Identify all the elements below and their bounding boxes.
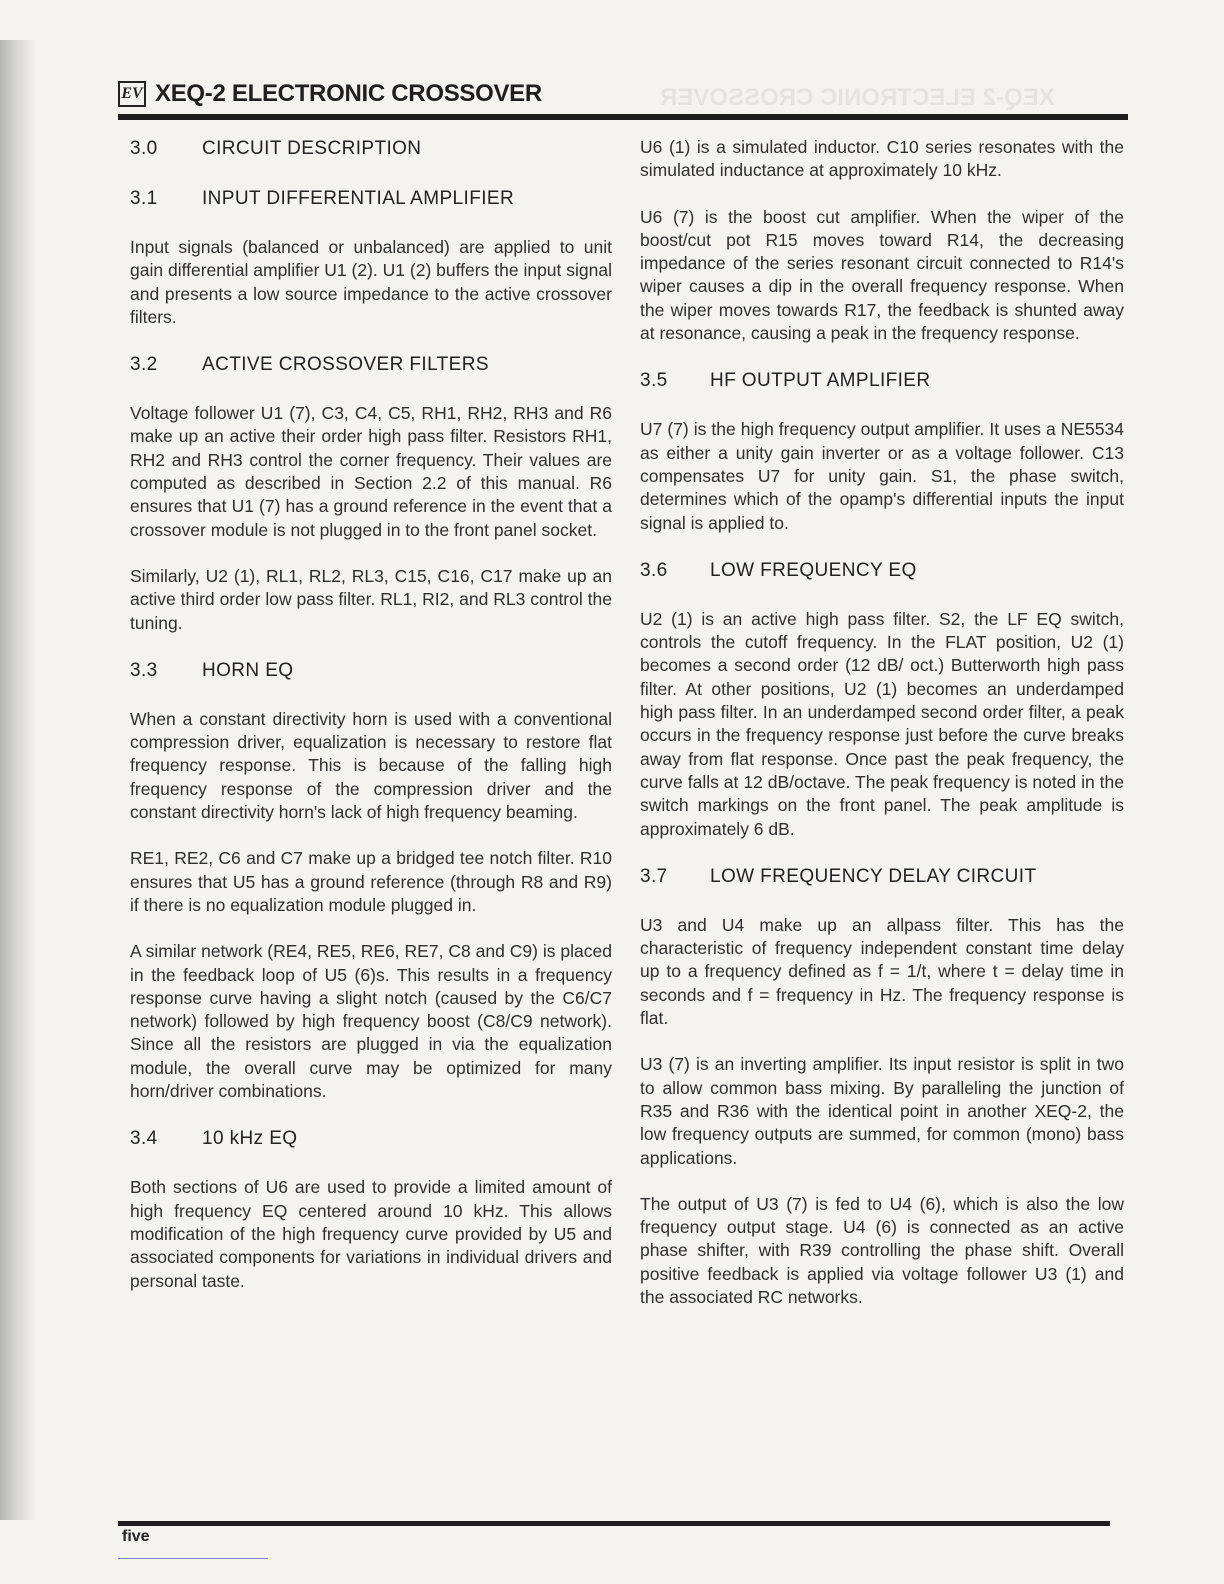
paragraph: U6 (7) is the boost cut amplifier. When the wiper of the boost/cut pot R15 moves toward R14, the decreasing impedance of the series resonant circuit connected to R14's wiper causes a dip in the overall frequency response. When the wiper moves towards R17, the feedback is shunted away at resonance, causing a peak in the frequency response. [640,206,1124,344]
page-number: five [122,1528,150,1545]
section-number: 3.2 [130,354,158,376]
section-number: 3.4 [130,1128,158,1150]
section-number: 3.3 [130,659,158,681]
ev-logo-icon: EV [118,81,146,107]
section-title: LOW FREQUENCY DELAY CIRCUIT [710,865,1037,887]
bleed-through-title: XEQ-2 ELECTRONIC CROSSOVER [660,84,1055,111]
paragraph: U3 (7) is an inverting amplifier. Its input resistor is split in two to allow common bass mixing. By paralleling the junction of R35 and R36 with the identical point in another XEQ-2, the low frequency outputs are summed, for common (mono) bass applications. [640,1054,1124,1168]
paragraph: The output of U3 (7) is fed to U4 (6), which is also the low frequency output stage. U4 (6) is connected as an active phase shifter, with R39 controlling the phase shift. Overall positive feedback is applied via voltage follower U3 (1) and the associated RC networks. [640,1193,1124,1307]
section-title: ACTIVE CROSSOVER FILTERS [202,354,489,376]
section-heading-3-3 [130,658,612,684]
section-title: 10 kHz EQ [202,1128,298,1150]
section-title: LOW FREQUENCY EQ [710,559,917,581]
footer-divider [118,1521,1110,1526]
paragraph: Similarly, U2 (1), RL1, RL2, RL3, C15, C16, C17 make up an active third order low pass filter. RL1, RI2, and RL3 control the tuning. [130,565,612,633]
paragraph: U2 (1) is an active high pass filter. S2, the LF EQ switch, controls the cutoff frequency. In the FLAT position, U2 (1) becomes a second order (12 dB/ oct.) Butterworth high pass filter. At other positions, U2 (1) becomes an underdamped high pass filter. In an underdamped second order filter, a peak occurs in the frequency response just before the curve breaks away from flat response. Once past the peak frequency, the curve falls at 12 dB/octave. The peak frequency is noted in the switch markings on the front panel. The peak amplitude is approximately 6 dB. [640,608,1124,839]
section-heading-3-0 [130,136,612,162]
section-heading-3-4 [130,1126,612,1152]
paragraph: U3 and U4 make up an allpass filter. This has the characteristic of frequency independent constant time delay up to a frequency defined as f = 1/t, where t = delay time in seconds and f = frequency in Hz. The frequency response is flat. [640,914,1124,1029]
section-heading-3-1 [130,186,612,212]
paragraph: U7 (7) is the high frequency output amplifier. It uses a NE5534 as either a unity gain inverter or as a voltage follower. C13 compensates U7 for unity gain. S1, the phase switch, determines which of the opamp's differential inputs the input signal is applied to. [640,419,1124,533]
paragraph: A similar network (RE4, RE5, RE6, RE7, C8 and C9) is placed in the feedback loop of U5 (6)s. This results in a frequency response curve having a slight notch (caused by the C6/C7 network) followed by high frequency boost (C8/C9 network). Since all the resistors are plugged in via the equalization module, the overall curve may be optimized for many horn/driver combinations. [130,941,612,1102]
section-heading-3-7 [640,864,1124,890]
scan-artifact-line [118,1558,268,1559]
section-heading-3-6 [640,558,1124,584]
document-title: XEQ-2 ELECTRONIC CROSSOVER [155,80,542,107]
section-number: 3.0 [130,138,158,159]
section-heading-3-2 [130,352,612,378]
section-title: HF OUTPUT AMPLIFIER [710,370,931,392]
paragraph: U6 (1) is a simulated inductor. C10 series resonates with the simulated inductance at approximately 10 kHz. [640,137,1124,181]
section-title: HORN EQ [202,659,294,681]
header-divider [118,114,1128,120]
paragraph: Input signals (balanced or unbalanced) are applied to unit gain differential amplifier U1 (2). U1 (2) buffers the input signal and presents a low source impedance to the active crossover filters. [130,237,612,327]
right-column [640,136,1124,1332]
section-number: 3.7 [640,865,668,887]
section-number: 3.1 [130,188,158,209]
section-title: CIRCUIT DESCRIPTION [202,138,422,159]
paragraph: Voltage follower U1 (7), C3, C4, C5, RH1, RH2, RH3 and R6 make up an active their order high pass filter. Resistors RH1, RH2 and RH3 control the corner frequency. Their values are computed as described in Section 2.2 of this manual. R6 ensures that U1 (7) has a ground reference in the event that a crossover module is not plugged in to the front panel socket. [130,403,612,540]
section-title: INPUT DIFFERENTIAL AMPLIFIER [202,188,515,209]
section-heading-3-5 [640,368,1124,394]
paragraph: When a constant directivity horn is used with a conventional compression driver, equalization is necessary to restore flat frequency response. This is because of the falling high frequency response of the compression driver and the constant directivity horn's lack of high frequency beaming. [130,708,612,823]
paragraph: RE1, RE2, C6 and C7 make up a bridged tee notch filter. R10 ensures that U5 has a ground reference (through R8 and R9) if there is no equalization module plugged in. [130,848,612,915]
left-column [130,136,612,1316]
section-number: 3.6 [640,559,668,581]
paragraph: Both sections of U6 are used to provide a limited amount of high frequency EQ centered around 10 kHz. This allows modification of the high frequency curve provided by U5 and associated components for variations in individual drivers and personal taste. [130,1177,612,1291]
scan-edge-shadow [0,40,34,1520]
section-number: 3.5 [640,370,668,392]
